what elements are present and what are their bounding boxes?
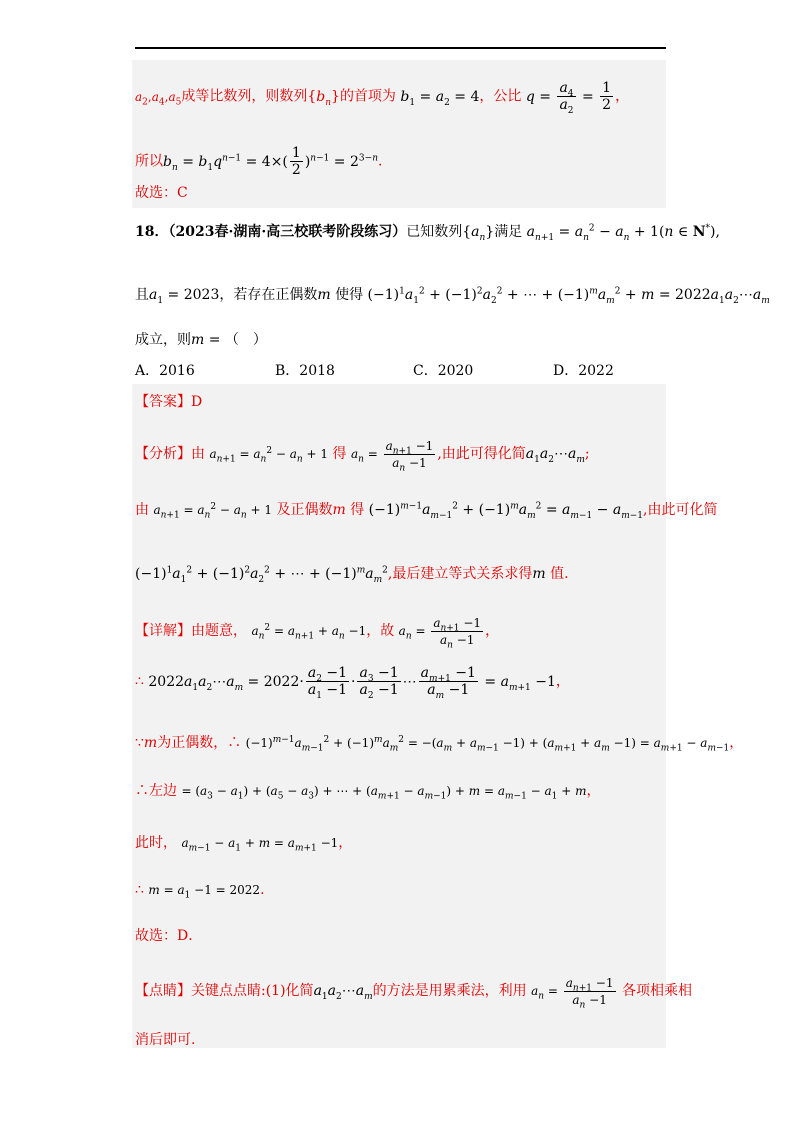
- option-d: D．2022: [553, 363, 614, 379]
- detail-line-4: ∴左边 = $(a_3 - a_1) + (a_5 - a_3)$ + ⋯ + $(a_{m+1} - a_{m-1}) + m = a_{m-1} - a_1 + m$，: [135, 783, 601, 802]
- option-b: B．2018: [275, 363, 335, 379]
- answer-line: 【答案】D: [135, 394, 203, 410]
- option-a: A．2016: [135, 363, 195, 379]
- detail-line-5: 此时， $a_{m-1} - a_1 + m = a_{m+1} -1$，: [135, 835, 353, 854]
- analysis-line-2: 由 $a_{n+1} = a_n^2 - a_n + 1$ 及正偶数m 得 $(-1)^{m-1}a_{m-1}^2 + (-1)^ma_m^2 = a_{m-1} - a_{m-1}$,由此可化简: [135, 501, 718, 521]
- detail-line-1: 【详解】由题意， $a_n^2 = a_{n+1} + a_n -1$，故 $a_n$ = $\frac{a_{n+1} -1}{a_n -1}$ ，: [135, 616, 500, 651]
- option-c: C．2020: [413, 363, 474, 379]
- solution-panel-main: [132, 384, 666, 1048]
- question-line-3: 成立，则m = （ ）: [135, 332, 267, 348]
- detail-line-3: ∵m为正偶数，∴ $(-1)^{m-1}a_{m-1}^2 + (-1)^ma_m^2 = -(a_m + a_{m-1} -1) + (a_{m+1} + a_m -1) = a_{m+1} - a_{m-1}$，: [135, 735, 744, 754]
- header-rule: [135, 47, 666, 49]
- top-answer: 故选：C: [135, 185, 188, 201]
- question-line-2: 且$a_1 = 2023$，若存在正偶数m 使得 $(-1)^1a_1^2 + (-1)^2a_2^2$ + ⋯ + $(-1)^ma_m^2 + m$ = $2022a_1a_2\cdots a_m$: [135, 286, 770, 306]
- analysis-line-1: 【分析】由 $a_{n+1} = a_n^2 - a_n + 1$ 得 $a_n$ = $\frac{a_{n+1} -1}{a_n -1}$ ,由此可得化简$a_1a_2\cdots a_m$;: [135, 439, 590, 474]
- detail-line-2: ∴ $2022a_1a_2\cdots a_m = 2022\cdot$ $\frac{a_2 -1}{a_1 -1}$ · $\frac{a_3 -1}{a_2 -1}$ ⋯ $\frac{a_{m+1} -1}{a_m -1}$ = $a_{m+1} -1$，: [135, 665, 570, 701]
- question-line-1: 18．（2023春·湖南·高三校联考阶段练习）已知数列$\{a_n\}$满足 $a_{n+1} = a_n^2 - a_n + 1(n$ ∈ N*),: [135, 223, 720, 243]
- tip-line-2: 消后即可.: [135, 1032, 196, 1048]
- analysis-line-3: $(-1)^1a_1^2 + (-1)^2a_2^2$ + ⋯ + $(-1)^ma_m^2$,最后建立等式关系求得m 值.: [135, 565, 569, 585]
- top-line-1: $a_2,a_4,a_5$成等比数列，则数列$\{b_n\}$的首项为 $b_1 = a_2 = 4$，公比 q = $\frac{a_4}{a_2}$ = $\frac{1}{2}$ ，: [135, 80, 630, 116]
- detail-line-6: ∴ $m = a_1 -1 = 2022$.: [135, 882, 265, 901]
- tip-line-1: 【点睛】关键点点睛:(1)化简$a_1a_2\cdots a_m$的方法是用累乘法，利用 $a_n$ = $\frac{a_{n+1} -1}{a_n -1}$ 各项相乘相: [135, 976, 692, 1011]
- top-line-2: 所以$b_n = b_1q^{n-1} = 4\times$( $\frac{1}{2}$ )$^{n-1} = 2^{3-n}$.: [135, 145, 383, 178]
- detail-final: 故选：D．: [135, 928, 203, 944]
